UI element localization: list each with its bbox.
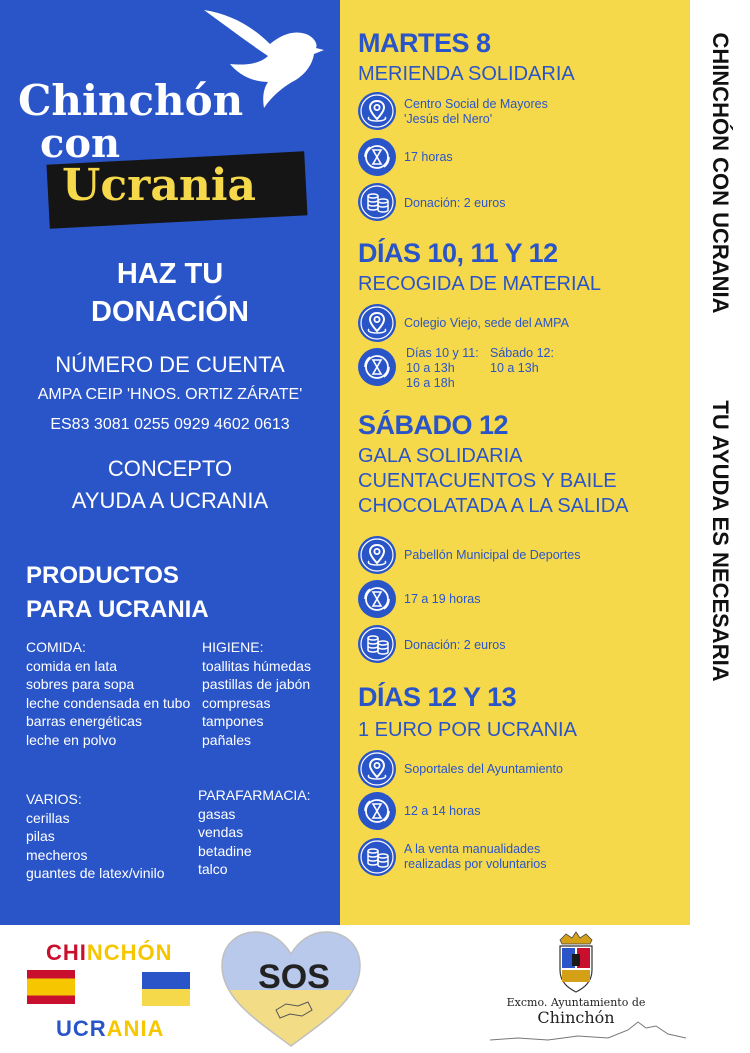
- event-time: 17 a 19 horas: [404, 592, 481, 606]
- skyline-drawing: [488, 1010, 688, 1045]
- list-item: betadine: [198, 842, 252, 859]
- logo-chinchon: [46, 940, 173, 966]
- higiene-label: HIGIENE:: [202, 639, 264, 655]
- varios-label: VARIOS:: [26, 791, 82, 807]
- info-line: 'Jesús del Nero': [404, 112, 493, 126]
- hourglass-icon: [358, 348, 396, 386]
- list-item: mecheros: [26, 846, 88, 863]
- event-price: Donación: 2 euros: [404, 196, 506, 210]
- event-subtitle-line: RECOGIDA DE MATERIAL: [358, 273, 602, 295]
- event-time: [406, 346, 479, 391]
- comida-list: [26, 638, 190, 749]
- info-line: Sábado 12:: [490, 346, 554, 360]
- comida-label: COMIDA:: [26, 639, 86, 655]
- products-title-line1: PRODUCTOS: [26, 562, 179, 589]
- event-subtitle: [358, 272, 601, 297]
- iban: ES83 3081 0255 0929 4602 0613: [50, 416, 290, 433]
- list-item: cerillas: [26, 809, 70, 826]
- donation-heading-line2: DONACIÓN: [91, 296, 249, 328]
- coins-icon: [358, 625, 396, 663]
- list-item: sobres para sopa: [26, 676, 135, 692]
- coins-icon: [358, 838, 396, 876]
- varios-list: [26, 790, 165, 883]
- list-item: comida en lata: [26, 657, 118, 674]
- ukraine-flag-icon: [142, 972, 190, 1006]
- list-item: pastillas de jabón: [202, 676, 311, 692]
- event-location: Soportales del Ayuntamiento: [404, 762, 563, 776]
- event-subtitle-line: GALA SOLIDARIA: [358, 445, 523, 467]
- event-date: DÍAS 10, 11 Y 12: [358, 238, 558, 268]
- parafarmacia-list: [198, 786, 311, 879]
- hourglass-icon: [358, 792, 396, 830]
- logo-part: CHI: [46, 940, 87, 965]
- event-location: [404, 97, 548, 127]
- event-price: [404, 842, 546, 872]
- info-line: 10 a 13h: [406, 361, 455, 375]
- account-holder: AMPA CEIP 'HNOS. ORTIZ ZÁRATE': [37, 386, 303, 403]
- ayuntamiento-line1: Excmo. Ayuntamiento de: [506, 996, 646, 1009]
- location-pin-icon: [358, 536, 396, 574]
- list-item: tampones: [202, 713, 264, 729]
- list-item: leche condensada en tubo: [26, 694, 191, 711]
- info-line: 10 a 13h: [490, 361, 539, 375]
- side-tagline: TU AYUDA ES NECESARIA: [708, 400, 733, 682]
- info-line: A la venta manualidades: [404, 842, 541, 856]
- event-subtitle: [358, 62, 575, 87]
- event-subtitle: [358, 718, 577, 743]
- info-line: 16 a 18h: [406, 376, 455, 390]
- sos-text: SOS: [258, 958, 330, 996]
- event-subtitle: [358, 444, 628, 519]
- event-date: MARTES 8: [358, 28, 491, 58]
- donation-heading-line1: HAZ TU: [116, 258, 224, 290]
- spain-flag-icon: [27, 970, 75, 1004]
- account-label: NÚMERO DE CUENTA: [55, 352, 285, 377]
- event-date: SÁBADO 12: [358, 410, 509, 440]
- event-date: DÍAS 12 Y 13: [358, 682, 517, 712]
- event-time: 17 horas: [404, 150, 453, 164]
- list-item: barras energéticas: [26, 713, 142, 729]
- concept-label: CONCEPTO: [107, 456, 233, 481]
- event-time-saturday: [490, 346, 554, 376]
- ayuntamiento-line2: Chinchón: [537, 1008, 615, 1027]
- info-line: realizadas por voluntarios: [404, 857, 547, 871]
- title-line2: con: [40, 120, 121, 167]
- list-item: pilas: [26, 828, 55, 844]
- event-subtitle-line: 1 EURO POR UCRANIA: [358, 719, 577, 741]
- hourglass-icon: [358, 138, 396, 176]
- logo-part: NCHÓN: [86, 940, 173, 965]
- list-item: toallitas húmedas: [202, 657, 311, 674]
- list-item: guantes de latex/vinilo: [26, 865, 165, 881]
- title-line1: Chinchón: [18, 76, 244, 125]
- event-price: Donación: 2 euros: [404, 638, 506, 652]
- logo-part: ANIA: [106, 1016, 165, 1041]
- parafarmacia-label: PARAFARMACIA:: [198, 787, 311, 803]
- event-location: Pabellón Municipal de Deportes: [404, 548, 581, 562]
- location-pin-icon: [358, 304, 396, 342]
- coat-of-arms-icon: [552, 930, 600, 994]
- event-subtitle-line: CUENTACUENTOS Y BAILE: [358, 470, 617, 492]
- concept-value: AYUDA A UCRANIA: [71, 488, 269, 513]
- list-item: vendas: [198, 824, 244, 840]
- location-pin-icon: [358, 92, 396, 130]
- side-title: CHINCHÓN CON UCRANIA: [708, 32, 733, 314]
- title-line3: Ucrania: [62, 160, 257, 211]
- logo-part: UCR: [56, 1016, 107, 1041]
- logo-ucrania: [56, 1016, 164, 1042]
- event-subtitle-line: MERIENDA SOLIDARIA: [358, 63, 575, 85]
- event-subtitle-line: CHOCOLATADA A LA SALIDA: [358, 495, 629, 517]
- list-item: talco: [198, 861, 228, 877]
- event-time: 12 a 14 horas: [404, 804, 481, 818]
- list-item: leche en polvo: [26, 731, 117, 748]
- list-item: pañales: [202, 731, 252, 748]
- event-location: Colegio Viejo, sede del AMPA: [404, 316, 569, 330]
- list-item: compresas: [202, 694, 271, 711]
- list-item: gasas: [198, 805, 236, 822]
- info-line: Centro Social de Mayores: [404, 97, 548, 111]
- coins-icon: [358, 183, 396, 221]
- higiene-list: [202, 638, 311, 749]
- hourglass-icon: [358, 580, 396, 618]
- location-pin-icon: [358, 750, 396, 788]
- products-title-line2: PARA UCRANIA: [26, 596, 209, 623]
- info-line: Días 10 y 11:: [406, 346, 479, 360]
